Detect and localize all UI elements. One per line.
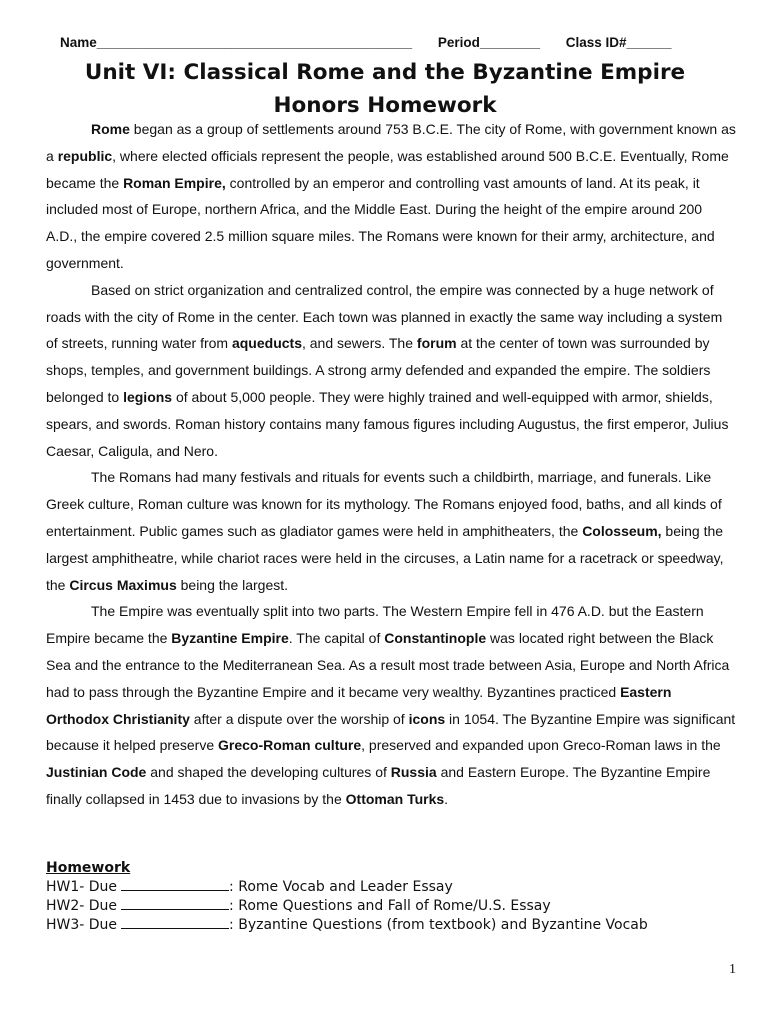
homework-label: HW1- Due bbox=[46, 879, 118, 895]
key-term: aqueducts bbox=[231, 335, 302, 352]
text-run: after a dispute over the worship of bbox=[189, 710, 409, 727]
homework-label: HW3- Due bbox=[46, 917, 118, 933]
key-term: Circus Maximus bbox=[69, 576, 177, 593]
text-run: at the center of town was surrounded by shops, temples, and government buildings. A strong army defended and expanded the empire. The soldiers belonged to bbox=[46, 335, 711, 405]
homework-item-2 bbox=[46, 896, 746, 915]
key-term: Ottoman Turks bbox=[345, 790, 445, 807]
text-run: and Eastern Europe. The Byzantine Empire finally collapsed in 1453 due to invasions by the bbox=[46, 764, 711, 807]
homework-label: HW2- Due bbox=[46, 898, 118, 914]
due-date-blank bbox=[121, 915, 229, 929]
text-run: was located right between the Black Sea and the entrance to the Mediterranean Sea. As a result most trade between Asia, Europe and North Africa had to pass through the Byzantine Empire and it became very wealthy. Byzantines practiced bbox=[46, 630, 730, 700]
text-run: and shaped the developing cultures of bbox=[146, 764, 391, 781]
text-run: , and sewers. The bbox=[301, 335, 417, 352]
paragraph-empire-organization bbox=[46, 277, 736, 465]
key-term: Roman Empire, bbox=[123, 174, 226, 191]
key-term: Byzantine Empire bbox=[171, 630, 289, 647]
unit-subtitle: Honors Homework bbox=[273, 93, 497, 118]
paragraph-rome-origins bbox=[46, 116, 736, 277]
text-run: controlled by an emperor and controlling vast amounts of land. At its peak, it included most of Europe, northern Africa, and the Middle East. During the height of the empire around 200 A.D., the empire covered 2.5 million square miles. The Romans were known for their army, architecture, and government. bbox=[46, 174, 715, 271]
name-field: Name__________________________________________ bbox=[60, 35, 413, 50]
text-run: , where elected officials represent the people, was established around 500 B.C.E. Eventually, Rome became the bbox=[46, 147, 729, 191]
text-run: in 1054. The Byzantine Empire was significant because it helped preserve bbox=[46, 710, 736, 754]
text-run: . bbox=[444, 790, 449, 807]
paragraph-roman-culture bbox=[46, 464, 736, 598]
due-date-blank bbox=[121, 896, 229, 910]
period-field: Period________ bbox=[437, 35, 540, 50]
homework-description: : Byzantine Questions (from textbook) and Byzantine Vocab bbox=[229, 917, 648, 933]
reading-passage bbox=[46, 116, 736, 813]
class-id-field: Class ID#______ bbox=[565, 35, 672, 50]
key-term: republic bbox=[57, 147, 113, 164]
unit-title: Unit VI: Classical Rome and the Byzantine Empire bbox=[84, 60, 686, 85]
key-term: forum bbox=[416, 335, 457, 352]
homework-heading: Homework bbox=[46, 860, 131, 876]
key-term: Russia bbox=[390, 764, 437, 781]
homework-item-1 bbox=[46, 877, 746, 896]
student-info-header bbox=[60, 35, 740, 50]
text-run: The Empire was eventually split into two parts. The Western Empire fell in 476 A.D. but the Eastern Empire became the bbox=[46, 603, 704, 647]
text-run: , preserved and expanded upon Greco-Roman laws in the bbox=[361, 737, 721, 754]
text-run: of about 5,000 people. They were highly trained and well-equipped with armor, shields, spears, and swords. Roman history contains many famous figures including Augustus, the first emperor, Julius Caesar, Caligula, and Nero. bbox=[46, 388, 729, 459]
key-term: Rome bbox=[91, 121, 130, 137]
key-term: icons bbox=[408, 710, 446, 727]
key-term: Eastern Orthodox Christianity bbox=[46, 683, 672, 727]
key-term: Justinian Code bbox=[46, 764, 147, 781]
homework-item-3 bbox=[46, 915, 746, 934]
homework-description: : Rome Questions and Fall of Rome/U.S. Essay bbox=[229, 898, 551, 914]
homework-section bbox=[46, 859, 746, 934]
due-date-blank bbox=[121, 877, 229, 891]
text-run: . The capital of bbox=[288, 630, 385, 647]
key-term: Constantinople bbox=[384, 630, 487, 647]
key-term: Colosseum, bbox=[582, 522, 662, 539]
text-run: being the largest amphitheatre, while chariot races were held in the circuses, a Latin name for a racetrack or speedway, the bbox=[46, 522, 724, 593]
page-number: 1 bbox=[729, 962, 736, 977]
text-run: began as a group of settlements around 753 B.C.E. The city of Rome, with government known as a bbox=[46, 121, 736, 164]
text-run: The Romans had many festivals and rituals for events such a childbirth, marriage, and funerals. Like Greek culture, Roman culture was known for its mythology. The Romans enjoyed food, baths, and all kinds of entertainment. Public games such as gladiator games were held in amphitheaters, the bbox=[46, 469, 722, 539]
paragraph-byzantine-empire bbox=[46, 598, 736, 812]
key-term: legions bbox=[123, 388, 173, 405]
homework-description: : Rome Vocab and Leader Essay bbox=[229, 879, 453, 895]
text-run: Based on strict organization and centralized control, the empire was connected by a huge network of roads with the city of Rome in the center. Each town was planned in exactly the same way including a system of streets, running water from bbox=[46, 281, 723, 352]
key-term: Greco-Roman culture bbox=[218, 737, 362, 754]
text-run: being the largest. bbox=[176, 576, 289, 593]
